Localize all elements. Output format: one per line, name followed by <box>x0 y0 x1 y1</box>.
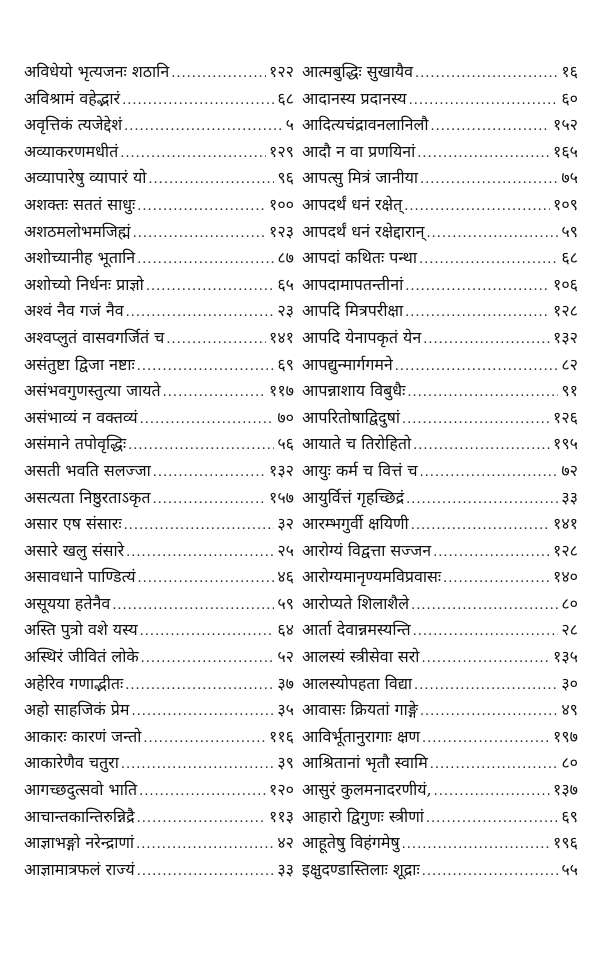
verse-text: आपदि मित्रपरीक्षा <box>302 301 404 321</box>
page-number: ३२ <box>277 514 294 534</box>
dot-leader <box>433 540 550 567</box>
verse-text: आदानस्य प्रदानस्य <box>302 88 407 108</box>
index-entry <box>24 671 294 698</box>
page-number: ५९ <box>561 221 578 241</box>
dot-leader <box>411 593 558 620</box>
dot-leader <box>404 194 550 221</box>
page-number: १६ <box>561 62 578 81</box>
dot-leader <box>152 487 266 514</box>
page-number: ४६ <box>277 567 294 587</box>
dot-leader <box>423 327 550 354</box>
page-number: १९५ <box>553 434 578 454</box>
index-entry <box>302 538 578 565</box>
dot-leader <box>140 619 275 646</box>
dot-leader <box>411 513 550 540</box>
verse-text: आयुः कर्म च वित्तं च <box>302 460 418 480</box>
verse-text: अश्वं नैव गजं नैव <box>24 301 124 321</box>
index-entry <box>24 724 294 751</box>
page-number: ७० <box>277 407 294 427</box>
dot-leader <box>137 354 275 381</box>
verse-text: आलस्यं स्त्रीसेवा सरो <box>302 647 420 667</box>
dot-leader <box>426 806 558 833</box>
dot-leader <box>153 460 266 487</box>
dot-leader <box>120 141 266 168</box>
index-entry <box>302 192 578 219</box>
page-number: ३९ <box>277 753 294 773</box>
page-number: ३३ <box>561 487 578 507</box>
page-number: १६५ <box>553 141 578 161</box>
verse-text: इक्षुदण्डास्तिलाः शूद्राः <box>302 859 420 879</box>
page-number: ५६ <box>277 434 294 454</box>
index-entry <box>24 617 294 644</box>
page-number: १४० <box>553 567 578 587</box>
page-number: १२९ <box>269 141 294 161</box>
page-number: १२२ <box>269 62 294 81</box>
verse-text: आरोप्यते शिलाशैले <box>302 593 410 613</box>
index-entry <box>302 458 578 485</box>
index-columns <box>24 59 578 883</box>
dot-leader <box>407 380 558 407</box>
verse-text: आज्ञाभङ्गो नरेन्द्राणां <box>24 833 135 853</box>
page-number: १२३ <box>269 221 294 241</box>
verse-text: अहेरिव गणाद्भीतः <box>24 673 124 693</box>
verse-text: आपन्नाशाय विबुधैः <box>302 381 406 401</box>
index-entry <box>302 697 578 724</box>
page-number: १२८ <box>553 540 578 560</box>
verse-text: असंतुष्टा द्विजा नष्टाः <box>24 354 135 374</box>
page-number: ३७ <box>277 673 294 693</box>
page-number: ३५ <box>277 700 294 720</box>
page-number: १०० <box>269 194 294 214</box>
page-number: २३ <box>277 301 294 321</box>
dot-leader <box>133 221 266 248</box>
verse-text: आलस्योपहता विद्या <box>302 673 413 693</box>
verse-text: अशोच्यो निर्धनः प्राज्ञो <box>24 274 144 294</box>
dot-leader <box>421 646 550 673</box>
page-number: ६९ <box>561 806 578 826</box>
verse-text: असार एष संसारः <box>24 514 122 534</box>
page-number: ५५ <box>561 859 578 879</box>
verse-text: आपदामापतन्तीनां <box>302 274 404 294</box>
verse-text: आकारः कारणं जन्तो <box>24 726 142 746</box>
verse-text: आविर्भूतानुरागाः क्षण <box>302 726 420 746</box>
dot-leader <box>166 327 266 354</box>
dot-leader <box>402 407 550 434</box>
index-entry <box>302 644 578 671</box>
page-number: १२६ <box>553 407 578 427</box>
page-number: ९१ <box>561 381 578 401</box>
page-number: ५२ <box>277 647 294 667</box>
dot-leader <box>125 673 274 700</box>
dot-leader <box>413 619 559 646</box>
verse-text: अविधेयो भृत्यजनः शठानि <box>24 62 170 81</box>
dot-leader <box>148 167 274 194</box>
index-entry <box>24 378 294 405</box>
dot-leader <box>121 752 275 779</box>
index-entry <box>302 750 578 777</box>
index-entry <box>24 777 294 804</box>
page-number: १४१ <box>553 514 578 534</box>
page-number: ५ <box>285 115 294 135</box>
page-number: १४१ <box>269 327 294 347</box>
index-entry <box>302 86 578 113</box>
page-number: ६५ <box>277 274 294 294</box>
verse-text: अवृत्तिकं त्यजेद्देशं <box>24 115 123 135</box>
dot-leader <box>136 832 274 859</box>
dot-leader <box>415 61 558 88</box>
page-number: १३७ <box>553 780 578 800</box>
page-number: ४२ <box>277 833 294 853</box>
index-entry <box>24 750 294 777</box>
dot-leader <box>395 354 559 381</box>
index-entry <box>24 325 294 352</box>
page-number: ८० <box>561 753 578 773</box>
index-entry <box>302 511 578 538</box>
verse-text: आरम्भगुर्वी क्षयिणी <box>302 514 409 534</box>
verse-text: असती भवति सलज्जा <box>24 460 151 480</box>
dot-leader <box>420 167 558 194</box>
page-number: ८२ <box>561 354 578 374</box>
verse-text: अशठमलोभमजिह्मं <box>24 221 131 241</box>
verse-text: आगच्छदुत्सवो भाति <box>24 780 138 800</box>
index-entry <box>24 804 294 831</box>
page-number: ११७ <box>269 381 294 401</box>
dot-leader <box>430 752 559 779</box>
verse-text: आपद्युन्मार्गगमने <box>302 354 393 374</box>
verse-text: आहूतेषु विहंगमेषु <box>302 833 400 853</box>
index-entry <box>24 165 294 192</box>
verse-text: असावधाने पाण्डित्यं <box>24 567 136 587</box>
index-entry <box>302 245 578 272</box>
dot-leader <box>406 487 558 514</box>
dot-leader <box>417 141 550 168</box>
index-entry <box>302 59 578 86</box>
dot-leader <box>137 194 266 221</box>
index-entry <box>24 857 294 884</box>
page-number: १५७ <box>269 487 294 507</box>
verse-text: असूयया हतेनैव <box>24 593 111 613</box>
page-number: १९६ <box>553 833 578 853</box>
index-entry <box>24 511 294 538</box>
index-entry <box>302 378 578 405</box>
index-entry <box>302 617 578 644</box>
dot-leader <box>138 566 275 593</box>
page-number: ४९ <box>561 700 578 720</box>
verse-text: अशक्तः सततं साधुः <box>24 194 136 214</box>
dot-leader <box>427 221 559 248</box>
dot-leader <box>413 433 550 460</box>
verse-text: आचान्तकान्तिरुन्निद्रै <box>24 806 135 826</box>
verse-text: अश्वप्लुतं वासवगर्जितं च <box>24 327 165 347</box>
verse-text: आपत्सु मित्रं जानीया <box>302 168 419 188</box>
index-entry <box>302 591 578 618</box>
verse-text: आपदर्थं धनं रक्षेत् <box>302 194 403 214</box>
index-entry <box>302 564 578 591</box>
dot-leader <box>126 300 275 327</box>
index-entry <box>24 139 294 166</box>
dot-leader <box>124 114 283 141</box>
dot-leader <box>405 274 550 301</box>
dot-leader <box>420 699 558 726</box>
index-entry <box>302 777 578 804</box>
verse-text: आयाते च तिरोहितो <box>302 434 412 454</box>
verse-text: आदौ न वा प्रणयिनां <box>302 141 416 161</box>
verse-text: आसुरं कुलमनादरणीयं, <box>302 780 432 800</box>
page-number: १२० <box>269 780 294 800</box>
dot-leader <box>124 513 275 540</box>
page-number: ११३ <box>269 806 294 826</box>
dot-leader <box>163 380 266 407</box>
page-number: ६९ <box>277 354 294 374</box>
index-entry <box>24 405 294 432</box>
dot-leader <box>171 61 266 88</box>
index-entry <box>24 538 294 565</box>
verse-text: आकारेणैव चतुरा <box>24 753 119 773</box>
verse-text: आरोग्यमानृण्यमविप्रवासः <box>302 567 442 587</box>
page-number: ८७ <box>277 248 294 268</box>
verse-text: असंमाने तपोवृद्धिः <box>24 434 127 454</box>
index-entry <box>24 485 294 512</box>
index-entry <box>24 112 294 139</box>
page-number: ६८ <box>277 88 294 108</box>
dot-leader <box>137 247 274 274</box>
index-entry <box>302 298 578 325</box>
dot-leader <box>146 274 275 301</box>
verse-text: अविश्रामं वहेद्भारं <box>24 88 121 108</box>
index-entry <box>302 165 578 192</box>
index-entry <box>302 804 578 831</box>
verse-text: असंभाव्यं न वक्तव्यं <box>24 407 138 427</box>
verse-text: अव्याकरणमधीतं <box>24 141 119 161</box>
page-number: १०९ <box>553 194 578 214</box>
index-entry <box>24 59 294 86</box>
index-entry <box>302 485 578 512</box>
verse-text: आहारो द्विगुणः स्त्रीणां <box>302 806 424 826</box>
index-entry <box>302 671 578 698</box>
index-entry <box>302 325 578 352</box>
verse-text: आपदां कथितः पन्था <box>302 248 417 268</box>
index-entry <box>24 219 294 246</box>
page-number: १३५ <box>553 647 578 667</box>
index-entry <box>302 219 578 246</box>
index-entry <box>302 272 578 299</box>
index-entry <box>302 857 578 884</box>
verse-text: आश्रितानां भृतौ स्वामि <box>302 753 428 773</box>
verse-text: असंभवगुणस्तुत्या जायते <box>24 381 161 401</box>
page-number: ९६ <box>277 168 294 188</box>
index-entry <box>302 830 578 857</box>
dot-leader <box>141 646 275 673</box>
page-number: १९७ <box>553 726 578 746</box>
verse-text: आवासः क्रियतां गाङ्गे <box>302 700 418 720</box>
dot-leader <box>126 540 274 567</box>
index-entry <box>302 431 578 458</box>
dot-leader <box>414 673 558 700</box>
dot-leader <box>122 88 274 115</box>
verse-text: अस्ति पुत्रो वशे यस्य <box>24 620 138 640</box>
verse-text: अशोच्यानीह भूतानि <box>24 248 136 268</box>
verse-text: आपदि येनापकृतं येन <box>302 327 422 347</box>
verse-text: आदित्यचंद्रावनलानिलौ <box>302 115 429 135</box>
index-entry <box>24 245 294 272</box>
verse-text: आपरितोषाद्विदुषां <box>302 407 401 427</box>
page-number: ५९ <box>277 593 294 613</box>
index-entry <box>24 352 294 379</box>
verse-text: अस्थिरं जीवितं लोके <box>24 647 139 667</box>
dot-leader <box>409 88 559 115</box>
index-entry <box>302 112 578 139</box>
verse-text: अहो साहजिकं प्रेम <box>24 700 130 720</box>
page-number: ११६ <box>269 726 294 746</box>
dot-leader <box>422 726 550 753</box>
page-number: १०६ <box>553 274 578 294</box>
verse-text: असारे खलु संसारे <box>24 540 125 560</box>
dot-leader <box>405 300 550 327</box>
dot-leader <box>137 806 266 833</box>
page-number: ७५ <box>561 168 578 188</box>
index-entry <box>24 431 294 458</box>
verse-text: असत्यता निष्ठुरताऽकृत <box>24 487 151 507</box>
index-entry <box>24 86 294 113</box>
page-number: १२८ <box>553 301 578 321</box>
dot-leader <box>128 433 274 460</box>
index-entry <box>24 298 294 325</box>
verse-text: आयुर्वित्तं गृहच्छिद्रं <box>302 487 405 507</box>
page-number: २८ <box>561 620 578 640</box>
dot-leader <box>431 114 551 141</box>
verse-text: अव्यापारेषु व्यापारं यो <box>24 168 147 188</box>
index-entry <box>24 272 294 299</box>
index-entry <box>302 352 578 379</box>
index-entry <box>24 644 294 671</box>
dot-leader <box>434 779 550 806</box>
index-entry <box>302 724 578 751</box>
dot-leader <box>112 593 274 620</box>
dot-leader <box>140 407 275 434</box>
page-number: ६८ <box>561 248 578 268</box>
index-entry <box>24 830 294 857</box>
dot-leader <box>419 247 558 274</box>
dot-leader <box>402 832 550 859</box>
dot-leader <box>131 699 274 726</box>
page-number: १३२ <box>269 460 294 480</box>
index-entry <box>302 405 578 432</box>
dot-leader <box>443 566 550 593</box>
page-number: ६४ <box>277 620 294 640</box>
page-number: ८० <box>561 593 578 613</box>
verse-text: आत्मबुद्धिः सुखायैव <box>302 62 414 81</box>
right-column <box>302 59 578 883</box>
page-number: १३२ <box>553 327 578 347</box>
page-number: ३३ <box>277 859 294 879</box>
verse-text: आपदर्थं धनं रक्षेद्दारान् <box>302 221 425 241</box>
verse-text: आर्ता देवान्नमस्यन्ति <box>302 620 411 640</box>
dot-leader <box>419 460 558 487</box>
index-entry <box>24 458 294 485</box>
dot-leader <box>137 859 275 886</box>
page-number: १५२ <box>553 115 578 135</box>
page-number: ७२ <box>561 460 578 480</box>
verse-text: आज्ञामात्रफलं राज्यं <box>24 859 135 879</box>
index-entry <box>302 139 578 166</box>
index-entry <box>24 564 294 591</box>
index-entry <box>24 192 294 219</box>
dot-leader <box>139 779 266 806</box>
index-entry <box>24 591 294 618</box>
index-entry <box>24 697 294 724</box>
page-number: ३० <box>561 673 578 693</box>
verse-text: आरोग्यं विद्वत्ता सज्जन <box>302 540 432 560</box>
left-column <box>24 59 294 883</box>
dot-leader <box>422 859 559 886</box>
page-number: २५ <box>277 540 294 560</box>
dot-leader <box>143 726 266 753</box>
page-number: ६० <box>561 88 578 108</box>
